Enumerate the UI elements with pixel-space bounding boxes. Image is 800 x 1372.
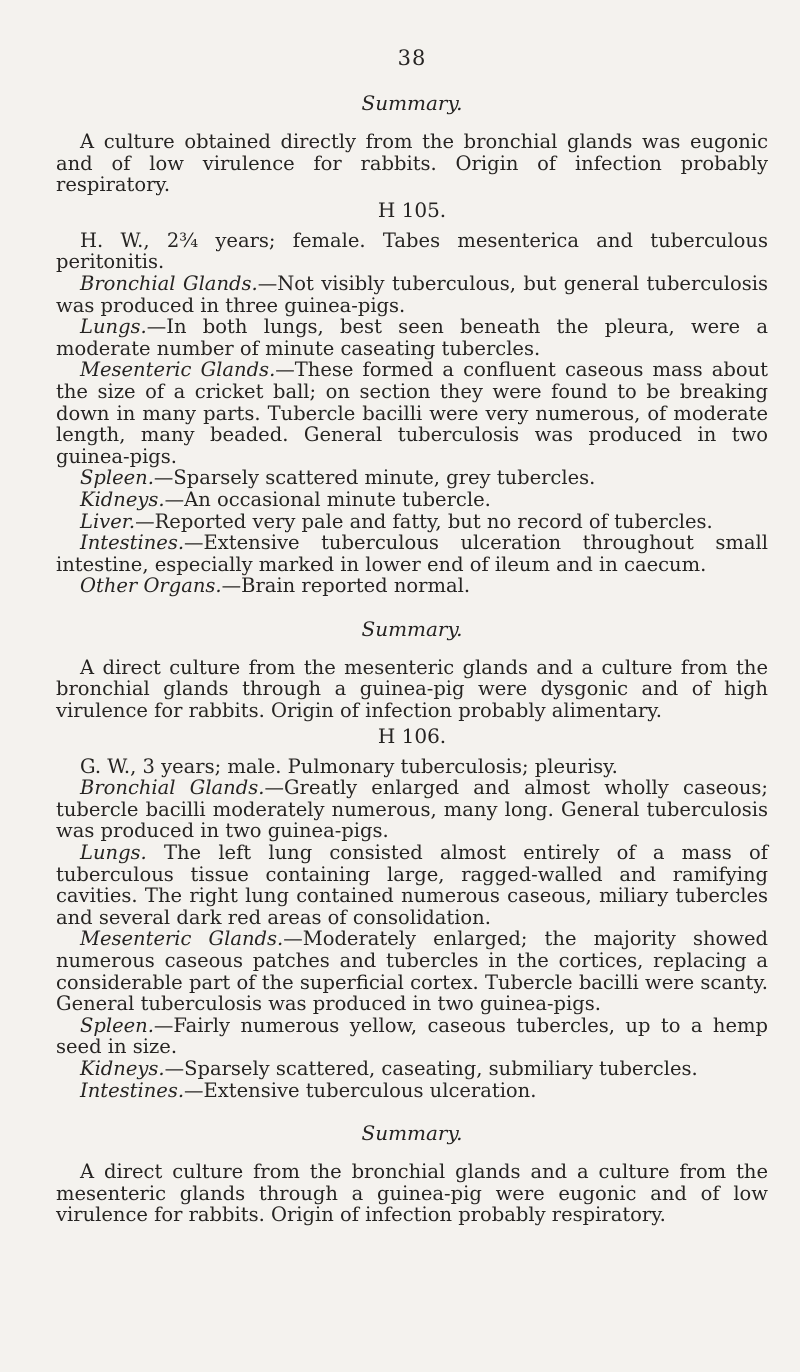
page-number: 38 (397, 46, 427, 70)
spacer (56, 597, 768, 619)
section-label: Mesenteric Glands. (80, 358, 276, 382)
section-text: —Greatly enlarged and almost wholly caseous; tubercle bacilli moderately numerous, many long. General tuberculosis was produced in two guinea-pigs. (56, 776, 768, 843)
section-label: Bronchial Glands. (80, 776, 265, 800)
section-text: —Extensive tuberculous ulceration. (184, 1078, 537, 1102)
section-label: Intestines. (80, 1078, 185, 1102)
section-text: —An occasional minute tubercle. (164, 487, 491, 511)
section-text: —Not visibly tuberculous, but general tuberculosis was produced in three guinea-pigs. (56, 271, 768, 317)
summary-paragraph-1: A culture obtained directly from the bronchial glands was eugonic and of low virulence for rabbits. Origin of infection probably respiratory. (56, 130, 768, 197)
section-text: —In both lungs, best seen beneath the pleura, were a moderate number of minute caseating tubercles. (56, 315, 768, 360)
section-text: —Brain reported normal. (221, 574, 471, 598)
section-text: —Extensive tuberculous ulceration throughout small intestine, especially marked in lower end of ileum and in caecum. (56, 531, 768, 576)
kidneys-h106 (56, 1058, 768, 1080)
liver-h105 (56, 511, 768, 533)
section-text: —Fairly numerous yellow, caseous tubercles, up to a hemp seed in size. (56, 1013, 768, 1059)
summary-heading-3: Summary. (361, 1121, 463, 1146)
section-label: Other Organs. (80, 574, 222, 598)
section-text: —Moderately enlarged; the majority showed numerous caseous patches and tubercles in the cortices, replacing a considerable part of the superficial cortex. Tubercle bacilli were scanty. General tuberculosis was produced in two guinea-pigs. (56, 927, 768, 1016)
summary-heading-2: Summary. (361, 616, 463, 641)
spacer (56, 1101, 768, 1123)
section-label: Intestines. (80, 531, 185, 555)
section-text: —Sparsely scattered minute, grey tubercles. (153, 466, 596, 490)
section-label: Mesenteric Glands. (80, 927, 284, 951)
section-text: —Sparsely scattered, caseating, submiliary tubercles. (164, 1056, 698, 1080)
case-intro-h105: H. W., 2¾ years; female. Tabes mesenterica and tuberculous peritonitis. (56, 228, 768, 274)
section-text: —Reported very pale and fatty, but no record of tubercles. (135, 509, 713, 533)
case-number-h106: H 106. (377, 723, 447, 748)
lungs-h105 (56, 316, 768, 359)
section-label: Bronchial Glands. (80, 271, 258, 295)
section-label: Kidneys. (80, 487, 165, 511)
intestines-h106 (56, 1080, 768, 1102)
section-label: Liver. (80, 509, 136, 533)
section-label: Kidneys. (80, 1056, 165, 1080)
bronchial-glands-h106 (56, 777, 768, 842)
section-label: Lungs. (80, 841, 147, 865)
document-page (56, 48, 768, 1226)
section-label: Spleen. (80, 1013, 154, 1037)
mesenteric-glands-h105 (56, 359, 768, 467)
summary-heading-1: Summary. (361, 91, 463, 115)
intestines-h105 (56, 532, 768, 575)
kidneys-h105 (56, 489, 768, 511)
case-intro-h106: G. W., 3 years; male. Pulmonary tuberculosis; pleurisy. (80, 754, 618, 778)
spleen-h105 (56, 467, 768, 489)
bronchial-glands-h105 (56, 273, 768, 316)
mesenteric-glands-h106 (56, 928, 768, 1014)
summary-paragraph-3: A direct culture from the bronchial glands and a culture from the mesenteric glands through a guinea-pig were eugonic and of low virulence for rabbits. Origin of infection probably respiratory. (56, 1160, 768, 1227)
section-text: The left lung consisted almost entirely of a mass of tuberculous tissue containing large, ragged-walled and ramifying cavities. The right lung contained numerous caseous, miliary tubercles and several dark red areas of consolidation. (56, 841, 768, 929)
section-label: Lungs. (80, 315, 147, 339)
other-organs-h105 (56, 575, 768, 597)
case-number-h105: H 105. (377, 197, 447, 222)
section-label: Spleen. (80, 466, 154, 490)
lungs-h106 (56, 842, 768, 928)
summary-paragraph-2: A direct culture from the mesenteric glands and a culture from the bronchial glands through a guinea-pig were dysgonic and of high virulence for rabbits. Origin of infection probably alimentary. (56, 655, 768, 723)
spleen-h106 (56, 1015, 768, 1058)
section-text: —These formed a confluent caseous mass about the size of a cricket ball; on section they were found to be breaking down in many parts. Tubercle bacilli were very numerous, of moderate length, many beaded. General tuberculosis was produced in two guinea-pigs. (56, 358, 768, 468)
